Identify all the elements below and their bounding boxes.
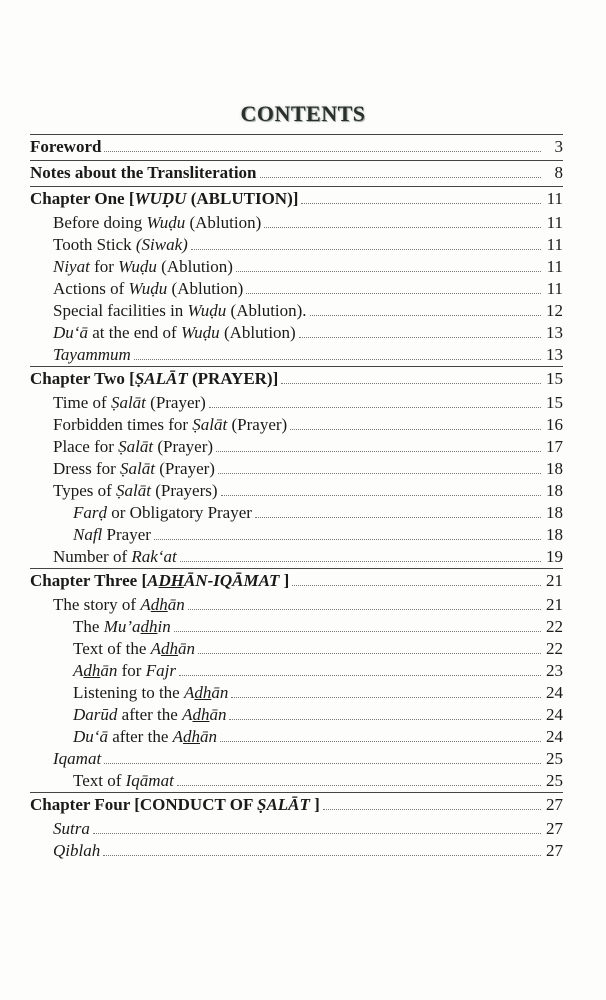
title-segment: ṢALĀT — [257, 795, 310, 814]
page-number: 11 — [546, 189, 563, 208]
page-number: 16 — [546, 415, 563, 434]
toc-entry-title — [53, 236, 188, 254]
title-segment: DH — [158, 571, 184, 590]
title-segment: Forbidden times for — [53, 415, 193, 434]
title-segment: Text of the — [73, 639, 151, 658]
title-segment: (ABLUTION)] — [186, 189, 299, 208]
toc-entry-title — [73, 684, 228, 702]
title-segment: dh — [194, 683, 212, 702]
toc-entry[interactable] — [30, 256, 563, 278]
toc-entry[interactable] — [30, 234, 563, 256]
title-segment: Listening to the — [73, 683, 184, 702]
title-segment: Wuḍu — [118, 257, 157, 276]
toc-entry[interactable] — [30, 436, 563, 458]
title-segment: dh — [192, 705, 210, 724]
title-segment: A — [147, 571, 159, 590]
dot-leader — [216, 451, 541, 452]
title-segment: Time of — [53, 393, 111, 412]
title-segment: Text of — [73, 771, 126, 790]
toc-entry[interactable] — [30, 726, 563, 748]
toc-entry[interactable] — [30, 458, 563, 480]
dot-leader — [174, 631, 541, 632]
dot-leader — [290, 429, 541, 430]
title-segment: Chapter Three [ — [30, 571, 148, 590]
page-number: 8 — [554, 163, 563, 182]
title-segment: for — [117, 661, 146, 680]
dot-leader — [154, 539, 541, 540]
toc-chapter-entry[interactable] — [30, 134, 563, 160]
title-segment: A — [150, 639, 162, 658]
title-segment: Types of — [53, 481, 117, 500]
title-segment: Rak‘at — [131, 547, 177, 566]
toc-entry-title — [30, 370, 278, 388]
title-segment: Tooth Stick — [53, 235, 136, 254]
title-segment: Ṣalāt — [118, 437, 154, 456]
dot-leader — [255, 517, 541, 518]
title-segment: Wuḍu — [180, 323, 220, 342]
dot-leader — [236, 271, 541, 272]
dot-leader — [209, 407, 541, 408]
page-number: 24 — [546, 705, 563, 724]
toc-entry-title — [30, 572, 289, 590]
title-segment: Dress for — [53, 459, 121, 478]
title-segment: Chapter Two [ — [30, 369, 135, 388]
title-segment: or Obligatory Prayer — [107, 503, 252, 522]
title-segment: Chapter One [ — [30, 189, 135, 208]
page-number: 27 — [546, 819, 563, 838]
dot-leader — [281, 383, 541, 384]
toc-entry[interactable] — [30, 660, 563, 682]
title-segment: Place for — [53, 437, 119, 456]
title-segment: Prayer — [102, 525, 151, 544]
toc-entry[interactable] — [30, 840, 563, 862]
toc-entry-title — [53, 596, 185, 614]
title-segment: Wuḍu — [187, 301, 227, 320]
page-number: 18 — [546, 503, 563, 522]
title-segment: (Prayer) — [155, 459, 215, 478]
toc-entry-title — [30, 190, 298, 208]
toc-entry-title — [53, 438, 213, 456]
title-segment: dh — [183, 727, 200, 746]
page-number: 18 — [546, 481, 563, 500]
title-segment: Tayammum — [53, 345, 131, 364]
toc-entry[interactable] — [30, 480, 563, 502]
dot-leader — [179, 675, 541, 676]
page-number: 19 — [546, 547, 563, 566]
dot-leader — [134, 359, 541, 360]
page-number: 18 — [546, 525, 563, 544]
toc-entry-title — [53, 548, 177, 566]
dot-leader — [264, 227, 541, 228]
toc-entry-title — [53, 842, 100, 860]
toc-entry[interactable] — [30, 322, 563, 344]
toc-entry-title — [53, 280, 243, 298]
title-segment: at the end of — [87, 323, 181, 342]
title-segment: Notes about the Transliteration — [30, 163, 257, 182]
toc-entry[interactable] — [30, 212, 563, 234]
toc-chapter-entry[interactable] — [30, 568, 563, 594]
title-segment: (Prayer) — [145, 393, 206, 412]
page-number: 27 — [546, 795, 563, 814]
toc-entry-title — [53, 302, 307, 320]
title-segment: Before doing — [53, 213, 147, 232]
page-number: 25 — [546, 749, 563, 768]
dot-leader — [180, 561, 541, 562]
dot-leader — [198, 653, 541, 654]
toc-entry-title — [53, 750, 101, 768]
toc-entry-title — [73, 526, 151, 544]
title-segment: dh — [150, 595, 168, 614]
page-number: 15 — [546, 393, 563, 412]
title-segment: Number of — [53, 547, 132, 566]
page-number: 21 — [546, 595, 563, 614]
title-segment: ān — [200, 727, 217, 746]
toc-entry[interactable] — [30, 682, 563, 704]
page-number: 3 — [554, 137, 563, 156]
page-number: 22 — [546, 617, 563, 636]
toc-chapter-entry[interactable] — [30, 366, 563, 392]
title-segment: (Siwak) — [135, 235, 188, 254]
title-segment: Du‘ā — [53, 323, 88, 342]
toc-entry[interactable] — [30, 524, 563, 546]
title-segment: (Ablution). — [226, 301, 307, 320]
toc-entry-title — [73, 706, 226, 724]
toc-entry[interactable] — [30, 344, 563, 366]
title-segment: in — [157, 617, 171, 636]
title-segment: Wuḍu — [146, 213, 186, 232]
dot-leader — [260, 177, 541, 178]
title-segment: ān — [100, 661, 118, 680]
dot-leader — [218, 473, 541, 474]
toc-entry-title — [73, 728, 217, 746]
toc-entry-title — [73, 662, 176, 680]
title-segment: Qiblah — [53, 841, 101, 860]
dot-leader — [104, 151, 541, 152]
toc-entry-title — [30, 138, 101, 156]
page-number: 11 — [546, 257, 563, 276]
dot-leader — [104, 763, 541, 764]
toc-entry[interactable] — [30, 594, 563, 616]
dot-leader — [292, 585, 541, 586]
page-number: 11 — [546, 213, 563, 232]
title-segment: A — [182, 705, 193, 724]
page-number: 18 — [546, 459, 563, 478]
title-segment: ] — [309, 795, 320, 814]
toc-entry[interactable] — [30, 278, 563, 300]
dot-leader — [229, 719, 541, 720]
toc-entry[interactable] — [30, 818, 563, 840]
title-segment: Ṣalāt — [110, 393, 146, 412]
title-segment: WUḌU — [134, 189, 187, 208]
title-segment: (Ablution) — [156, 257, 233, 276]
toc-entry-title — [73, 772, 174, 790]
table-of-contents — [30, 134, 563, 862]
page-number: 13 — [546, 345, 563, 364]
dot-leader — [177, 785, 541, 786]
toc-entry-title — [53, 258, 233, 276]
title-segment: The — [73, 617, 104, 636]
toc-entry-title — [53, 820, 90, 838]
page-number: 13 — [546, 323, 563, 342]
title-segment: dh — [161, 639, 179, 658]
toc-entry-title — [30, 164, 257, 182]
toc-entry-title — [53, 394, 206, 412]
title-segment: Iqamat — [53, 749, 102, 768]
title-segment: ṢALĀT — [134, 369, 188, 388]
page-number: 24 — [546, 727, 563, 746]
title-segment: Ṣalāt — [120, 459, 155, 478]
title-segment: ] — [279, 571, 290, 590]
title-segment: Niyat — [53, 257, 90, 276]
dot-leader — [323, 809, 541, 810]
title-segment: Ṣalāt — [116, 481, 151, 500]
dot-leader — [231, 697, 541, 698]
title-segment: (Prayer) — [227, 415, 288, 434]
toc-entry[interactable] — [30, 616, 563, 638]
title-segment: The story of — [53, 595, 141, 614]
page-number: 25 — [546, 771, 563, 790]
page-number: 12 — [546, 301, 563, 320]
title-segment: ān — [167, 595, 185, 614]
title-segment: Sutra — [53, 819, 90, 838]
title-segment: A — [140, 595, 151, 614]
title-segment: (Prayer) — [153, 437, 214, 456]
toc-entry-title — [73, 504, 252, 522]
dot-leader — [301, 203, 541, 204]
toc-entry-title — [53, 346, 131, 364]
title-segment: for — [89, 257, 119, 276]
toc-entry-title — [53, 214, 261, 232]
title-segment: (Ablution) — [185, 213, 262, 232]
title-segment: dh — [140, 617, 158, 636]
title-segment: A — [183, 683, 195, 702]
page-number: 11 — [546, 279, 563, 298]
title-segment: Fajr — [145, 661, 176, 680]
toc-entry[interactable] — [30, 300, 563, 322]
toc-entry-title — [53, 416, 287, 434]
page-title: CONTENTS — [240, 101, 366, 126]
title-segment: A — [172, 727, 183, 746]
title-segment: (PRAYER)] — [187, 369, 279, 388]
page-number: 24 — [546, 683, 563, 702]
toc-entry[interactable] — [30, 546, 563, 568]
title-segment: dh — [83, 661, 101, 680]
dot-leader — [310, 315, 541, 316]
toc-entry-title — [73, 618, 171, 636]
title-segment: Special facilities in — [53, 301, 188, 320]
dot-leader — [188, 609, 541, 610]
toc-entry-title — [53, 460, 215, 478]
toc-entry[interactable] — [30, 502, 563, 524]
dot-leader — [299, 337, 541, 338]
page-number: 27 — [546, 841, 563, 860]
title-segment: Wuḍu — [128, 279, 168, 298]
page-number: 15 — [546, 369, 563, 388]
title-segment: A — [73, 661, 84, 680]
toc-entry-title — [73, 640, 195, 658]
toc-chapter-entry[interactable] — [30, 160, 563, 186]
toc-chapter-entry[interactable] — [30, 792, 563, 818]
page-number: 21 — [546, 571, 563, 590]
toc-entry[interactable] — [30, 414, 563, 436]
title-segment: after the — [107, 727, 173, 746]
title-segment: Foreword — [30, 137, 102, 156]
title-segment: ān — [211, 683, 229, 702]
title-segment: Ṣalāt — [192, 415, 228, 434]
title-segment: Farḍ — [73, 503, 107, 522]
toc-entry[interactable] — [30, 748, 563, 770]
toc-entry[interactable] — [30, 638, 563, 660]
toc-entry[interactable] — [30, 770, 563, 792]
title-segment: (Prayers) — [150, 481, 218, 500]
dot-leader — [93, 833, 541, 834]
dot-leader — [220, 741, 541, 742]
title-segment: ĀN-IQĀMAT — [183, 571, 280, 590]
toc-entry-title — [53, 482, 218, 500]
dot-leader — [246, 293, 541, 294]
title-segment: Mu’a — [103, 617, 141, 636]
title-segment: after the — [117, 705, 183, 724]
toc-entry[interactable] — [30, 392, 563, 414]
page-number: 11 — [546, 235, 563, 254]
title-segment: (Ablution) — [167, 279, 244, 298]
dot-leader — [103, 855, 541, 856]
title-segment: Actions of — [53, 279, 129, 298]
page-number: 23 — [546, 661, 563, 680]
title-segment: (Ablution) — [219, 323, 296, 342]
title-segment: ān — [209, 705, 227, 724]
toc-entry-title — [53, 324, 296, 342]
title-segment: Du‘ā — [73, 727, 108, 746]
page-number: 22 — [546, 639, 563, 658]
toc-entry[interactable] — [30, 704, 563, 726]
title-segment: Nafl — [73, 525, 103, 544]
page-number: 17 — [546, 437, 563, 456]
toc-chapter-entry[interactable] — [30, 186, 563, 212]
toc-entry-title — [30, 796, 320, 814]
title-segment: ān — [178, 639, 196, 658]
title-segment: Iqāmat — [125, 771, 174, 790]
dot-leader — [191, 249, 541, 250]
title-segment: Chapter Four [CONDUCT OF — [30, 795, 257, 814]
dot-leader — [221, 495, 541, 496]
title-segment: Darūd — [73, 705, 118, 724]
